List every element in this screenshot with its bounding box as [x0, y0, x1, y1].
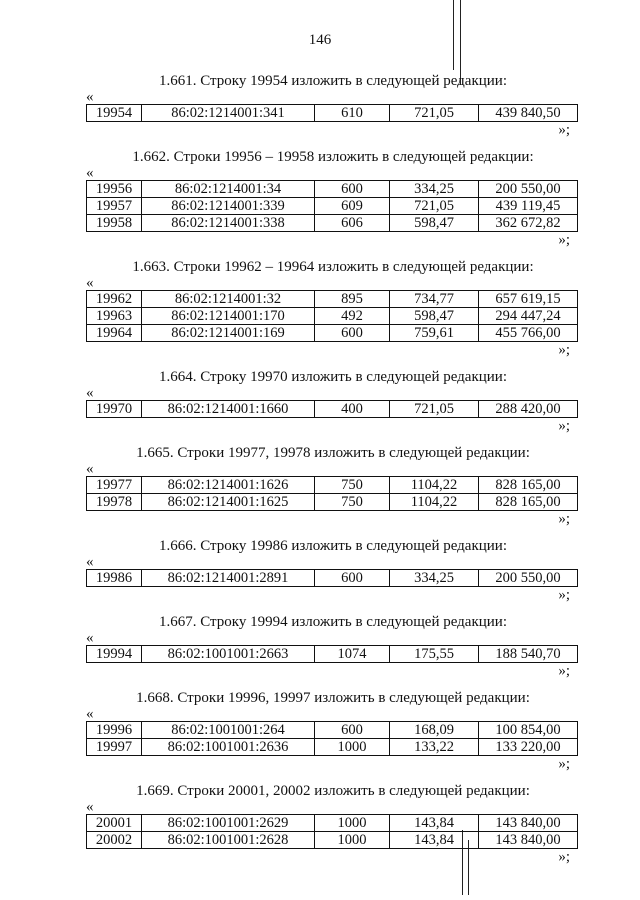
amendment-section [86, 689, 572, 782]
amendment-table [86, 569, 578, 587]
opening-quote: « [86, 799, 94, 815]
table-cell: 86:02:1001001:2663 [142, 646, 315, 663]
amendment-table [86, 290, 578, 342]
closing-quote: »; [558, 756, 570, 772]
table-cell: 721,05 [390, 401, 479, 418]
amendment-table [86, 645, 578, 663]
amendment-heading: 1.668. Строки 19996, 19997 изложить в следующей редакции: [136, 690, 530, 706]
closing-quote: »; [558, 418, 570, 434]
opening-quote: « [86, 461, 94, 477]
table-row [87, 722, 578, 739]
table-cell: 455 766,00 [479, 325, 578, 342]
amendment-table [86, 476, 578, 511]
amendment-table [86, 814, 578, 849]
table-cell: 600 [315, 181, 390, 198]
table-cell: 19996 [87, 722, 142, 739]
table-row [87, 570, 578, 587]
closing-quote: »; [558, 587, 570, 603]
table-cell: 86:02:1214001:1660 [142, 401, 315, 418]
table-cell: 100 854,00 [479, 722, 578, 739]
table-cell: 334,25 [390, 570, 479, 587]
amendment-section [86, 537, 572, 613]
table-cell: 362 672,82 [479, 215, 578, 232]
amendment-table [86, 104, 578, 122]
table-row [87, 181, 578, 198]
table-cell: 721,05 [390, 105, 479, 122]
table-cell: 86:02:1214001:341 [142, 105, 315, 122]
amendment-section [86, 782, 572, 875]
table-cell: 86:02:1214001:1625 [142, 494, 315, 511]
table-cell: 188 540,70 [479, 646, 578, 663]
table-row [87, 291, 578, 308]
table-cell: 657 619,15 [479, 291, 578, 308]
table-cell: 895 [315, 291, 390, 308]
table-cell: 86:02:1214001:1626 [142, 477, 315, 494]
table-cell: 492 [315, 308, 390, 325]
table-row [87, 308, 578, 325]
table-cell: 439 119,45 [479, 198, 578, 215]
table-cell: 828 165,00 [479, 494, 578, 511]
table-row [87, 325, 578, 342]
table-cell: 759,61 [390, 325, 479, 342]
table-cell: 168,09 [390, 722, 479, 739]
table-cell: 200 550,00 [479, 570, 578, 587]
table-cell: 19958 [87, 215, 142, 232]
amendment-section [86, 613, 572, 689]
document-body [86, 72, 572, 875]
opening-quote: « [86, 165, 94, 181]
table-cell: 175,55 [390, 646, 479, 663]
table-cell: 19963 [87, 308, 142, 325]
table-cell: 400 [315, 401, 390, 418]
table-cell: 19986 [87, 570, 142, 587]
table-row [87, 198, 578, 215]
opening-quote: « [86, 89, 94, 105]
table-cell: 19964 [87, 325, 142, 342]
table-cell: 610 [315, 105, 390, 122]
table-cell: 86:02:1214001:339 [142, 198, 315, 215]
table-cell: 1000 [315, 815, 390, 832]
scan-artifact-line [453, 0, 454, 70]
amendment-table [86, 400, 578, 418]
table-cell: 734,77 [390, 291, 479, 308]
table-cell: 609 [315, 198, 390, 215]
table-cell: 86:02:1214001:170 [142, 308, 315, 325]
table-cell: 334,25 [390, 181, 479, 198]
table-cell: 86:02:1001001:264 [142, 722, 315, 739]
table-cell: 19978 [87, 494, 142, 511]
table-row [87, 105, 578, 122]
table-cell: 828 165,00 [479, 477, 578, 494]
table-cell: 598,47 [390, 215, 479, 232]
table-cell: 19997 [87, 739, 142, 756]
table-row [87, 401, 578, 418]
table-cell: 598,47 [390, 308, 479, 325]
table-cell: 1104,22 [390, 477, 479, 494]
amendment-heading: 1.666. Строку 19986 изложить в следующей редакции: [158, 538, 508, 554]
table-cell: 1074 [315, 646, 390, 663]
table-cell: 86:02:1214001:169 [142, 325, 315, 342]
amendment-section [86, 72, 572, 148]
table-cell: 288 420,00 [479, 401, 578, 418]
table-cell: 143 840,00 [479, 815, 578, 832]
table-cell: 143 840,00 [479, 832, 578, 849]
table-row [87, 739, 578, 756]
closing-quote: »; [558, 511, 570, 527]
table-row [87, 815, 578, 832]
table-row [87, 832, 578, 849]
amendment-heading: 1.662. Строки 19956 – 19958 изложить в следующей редакции: [132, 149, 534, 165]
table-cell: 439 840,50 [479, 105, 578, 122]
closing-quote: »; [558, 232, 570, 248]
table-cell: 86:02:1001001:2629 [142, 815, 315, 832]
table-cell: 133,22 [390, 739, 479, 756]
opening-quote: « [86, 630, 94, 646]
table-row [87, 477, 578, 494]
amendment-table [86, 180, 578, 232]
table-cell: 20001 [87, 815, 142, 832]
table-cell: 19957 [87, 198, 142, 215]
closing-quote: »; [558, 849, 570, 865]
page-number: 146 [308, 32, 332, 48]
table-cell: 750 [315, 494, 390, 511]
table-cell: 600 [315, 325, 390, 342]
table-cell: 143,84 [390, 832, 479, 849]
amendment-heading: 1.669. Строки 20001, 20002 изложить в следующей редакции: [136, 783, 530, 799]
table-cell: 19962 [87, 291, 142, 308]
table-cell: 606 [315, 215, 390, 232]
opening-quote: « [86, 554, 94, 570]
amendment-section [86, 444, 572, 537]
table-cell: 86:02:1001001:2628 [142, 832, 315, 849]
table-cell: 1000 [315, 832, 390, 849]
table-cell: 750 [315, 477, 390, 494]
table-cell: 19994 [87, 646, 142, 663]
table-cell: 19977 [87, 477, 142, 494]
table-cell: 294 447,24 [479, 308, 578, 325]
table-cell: 86:02:1001001:2636 [142, 739, 315, 756]
table-row [87, 646, 578, 663]
amendment-section [86, 368, 572, 444]
table-cell: 600 [315, 722, 390, 739]
table-cell: 86:02:1214001:2891 [142, 570, 315, 587]
closing-quote: »; [558, 122, 570, 138]
amendment-section [86, 148, 572, 258]
amendment-heading: 1.663. Строки 19962 – 19964 изложить в следующей редакции: [132, 259, 534, 275]
table-row [87, 494, 578, 511]
closing-quote: »; [558, 342, 570, 358]
table-cell: 19954 [87, 105, 142, 122]
table-cell: 600 [315, 570, 390, 587]
amendment-table [86, 721, 578, 756]
table-cell: 86:02:1214001:338 [142, 215, 315, 232]
table-cell: 1104,22 [390, 494, 479, 511]
table-cell: 143,84 [390, 815, 479, 832]
amendment-heading: 1.667. Строку 19994 изложить в следующей редакции: [158, 614, 508, 630]
table-cell: 200 550,00 [479, 181, 578, 198]
table-cell: 19956 [87, 181, 142, 198]
amendment-heading: 1.664. Строку 19970 изложить в следующей редакции: [158, 369, 508, 385]
closing-quote: »; [558, 663, 570, 679]
table-cell: 20002 [87, 832, 142, 849]
opening-quote: « [86, 275, 94, 291]
opening-quote: « [86, 706, 94, 722]
table-cell: 721,05 [390, 198, 479, 215]
table-cell: 86:02:1214001:34 [142, 181, 315, 198]
table-cell: 19970 [87, 401, 142, 418]
table-cell: 1000 [315, 739, 390, 756]
amendment-heading: 1.661. Строку 19954 изложить в следующей редакции: [158, 73, 508, 89]
table-cell: 133 220,00 [479, 739, 578, 756]
amendment-section [86, 258, 572, 368]
table-cell: 86:02:1214001:32 [142, 291, 315, 308]
table-row [87, 215, 578, 232]
amendment-heading: 1.665. Строки 19977, 19978 изложить в следующей редакции: [136, 445, 530, 461]
opening-quote: « [86, 385, 94, 401]
